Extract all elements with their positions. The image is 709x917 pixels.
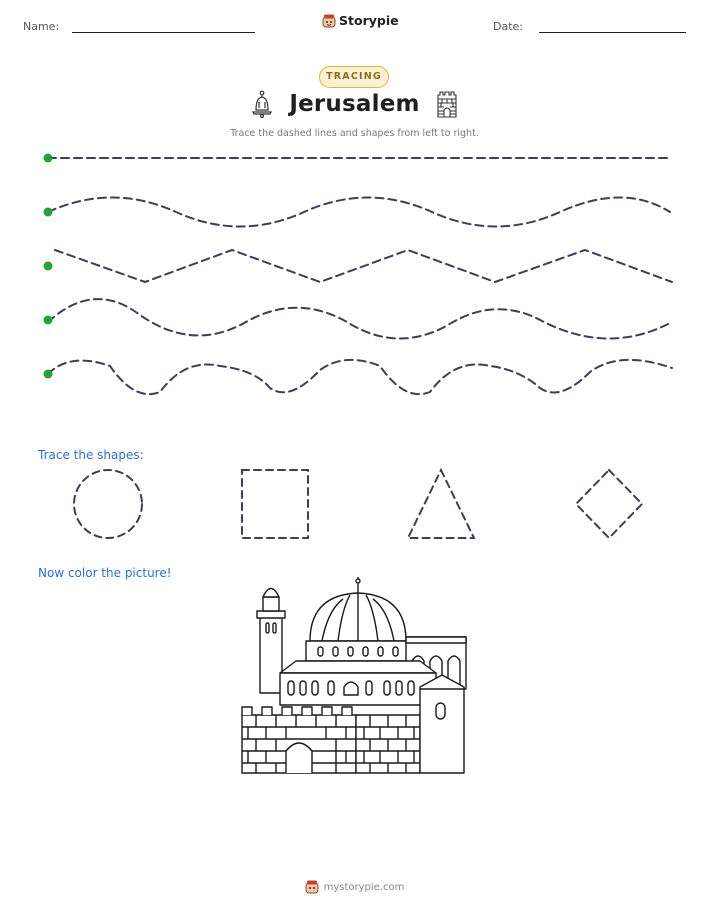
footer (0, 880, 709, 894)
trace-shape-triangle[interactable] (408, 470, 474, 538)
start-dot (44, 262, 53, 271)
start-dot (44, 154, 53, 163)
tracing-badge: TRACING (319, 66, 389, 88)
trace-shape-circle[interactable] (74, 470, 142, 538)
trace-line-wave[interactable] (48, 299, 672, 338)
start-dot (44, 208, 53, 217)
trace-line-gentle-wave[interactable] (48, 198, 670, 227)
name-line[interactable] (72, 32, 255, 33)
trace-shape-diamond[interactable] (576, 470, 642, 538)
tracing-lines (0, 140, 709, 400)
instructions: Trace the dashed lines and shapes from left to right. (230, 128, 479, 139)
color-label: Now color the picture! (38, 566, 172, 580)
tracing-shapes (0, 462, 709, 544)
castle-gate-icon (436, 90, 458, 118)
bell-icon (251, 90, 273, 118)
date-label: Date: (493, 20, 523, 33)
start-dot (44, 316, 53, 325)
title-row (0, 90, 709, 118)
jerusalem-coloring-picture[interactable] (238, 575, 470, 775)
name-label: Name: (23, 20, 60, 33)
brand-logo (322, 13, 399, 28)
trace-shape-square[interactable] (242, 470, 308, 538)
start-dot (44, 370, 53, 379)
page-title: Jerusalem (289, 91, 420, 117)
trace-line-zigzag[interactable] (55, 250, 672, 282)
date-line[interactable] (539, 32, 686, 33)
shapes-label: Trace the shapes: (38, 448, 144, 462)
storypie-mascot-icon (322, 14, 336, 28)
storypie-mascot-icon (305, 880, 319, 894)
brand-name: Storypie (339, 13, 399, 28)
trace-line-bumpy-wave[interactable] (48, 360, 672, 394)
footer-url[interactable]: mystorypie.com (323, 881, 405, 893)
